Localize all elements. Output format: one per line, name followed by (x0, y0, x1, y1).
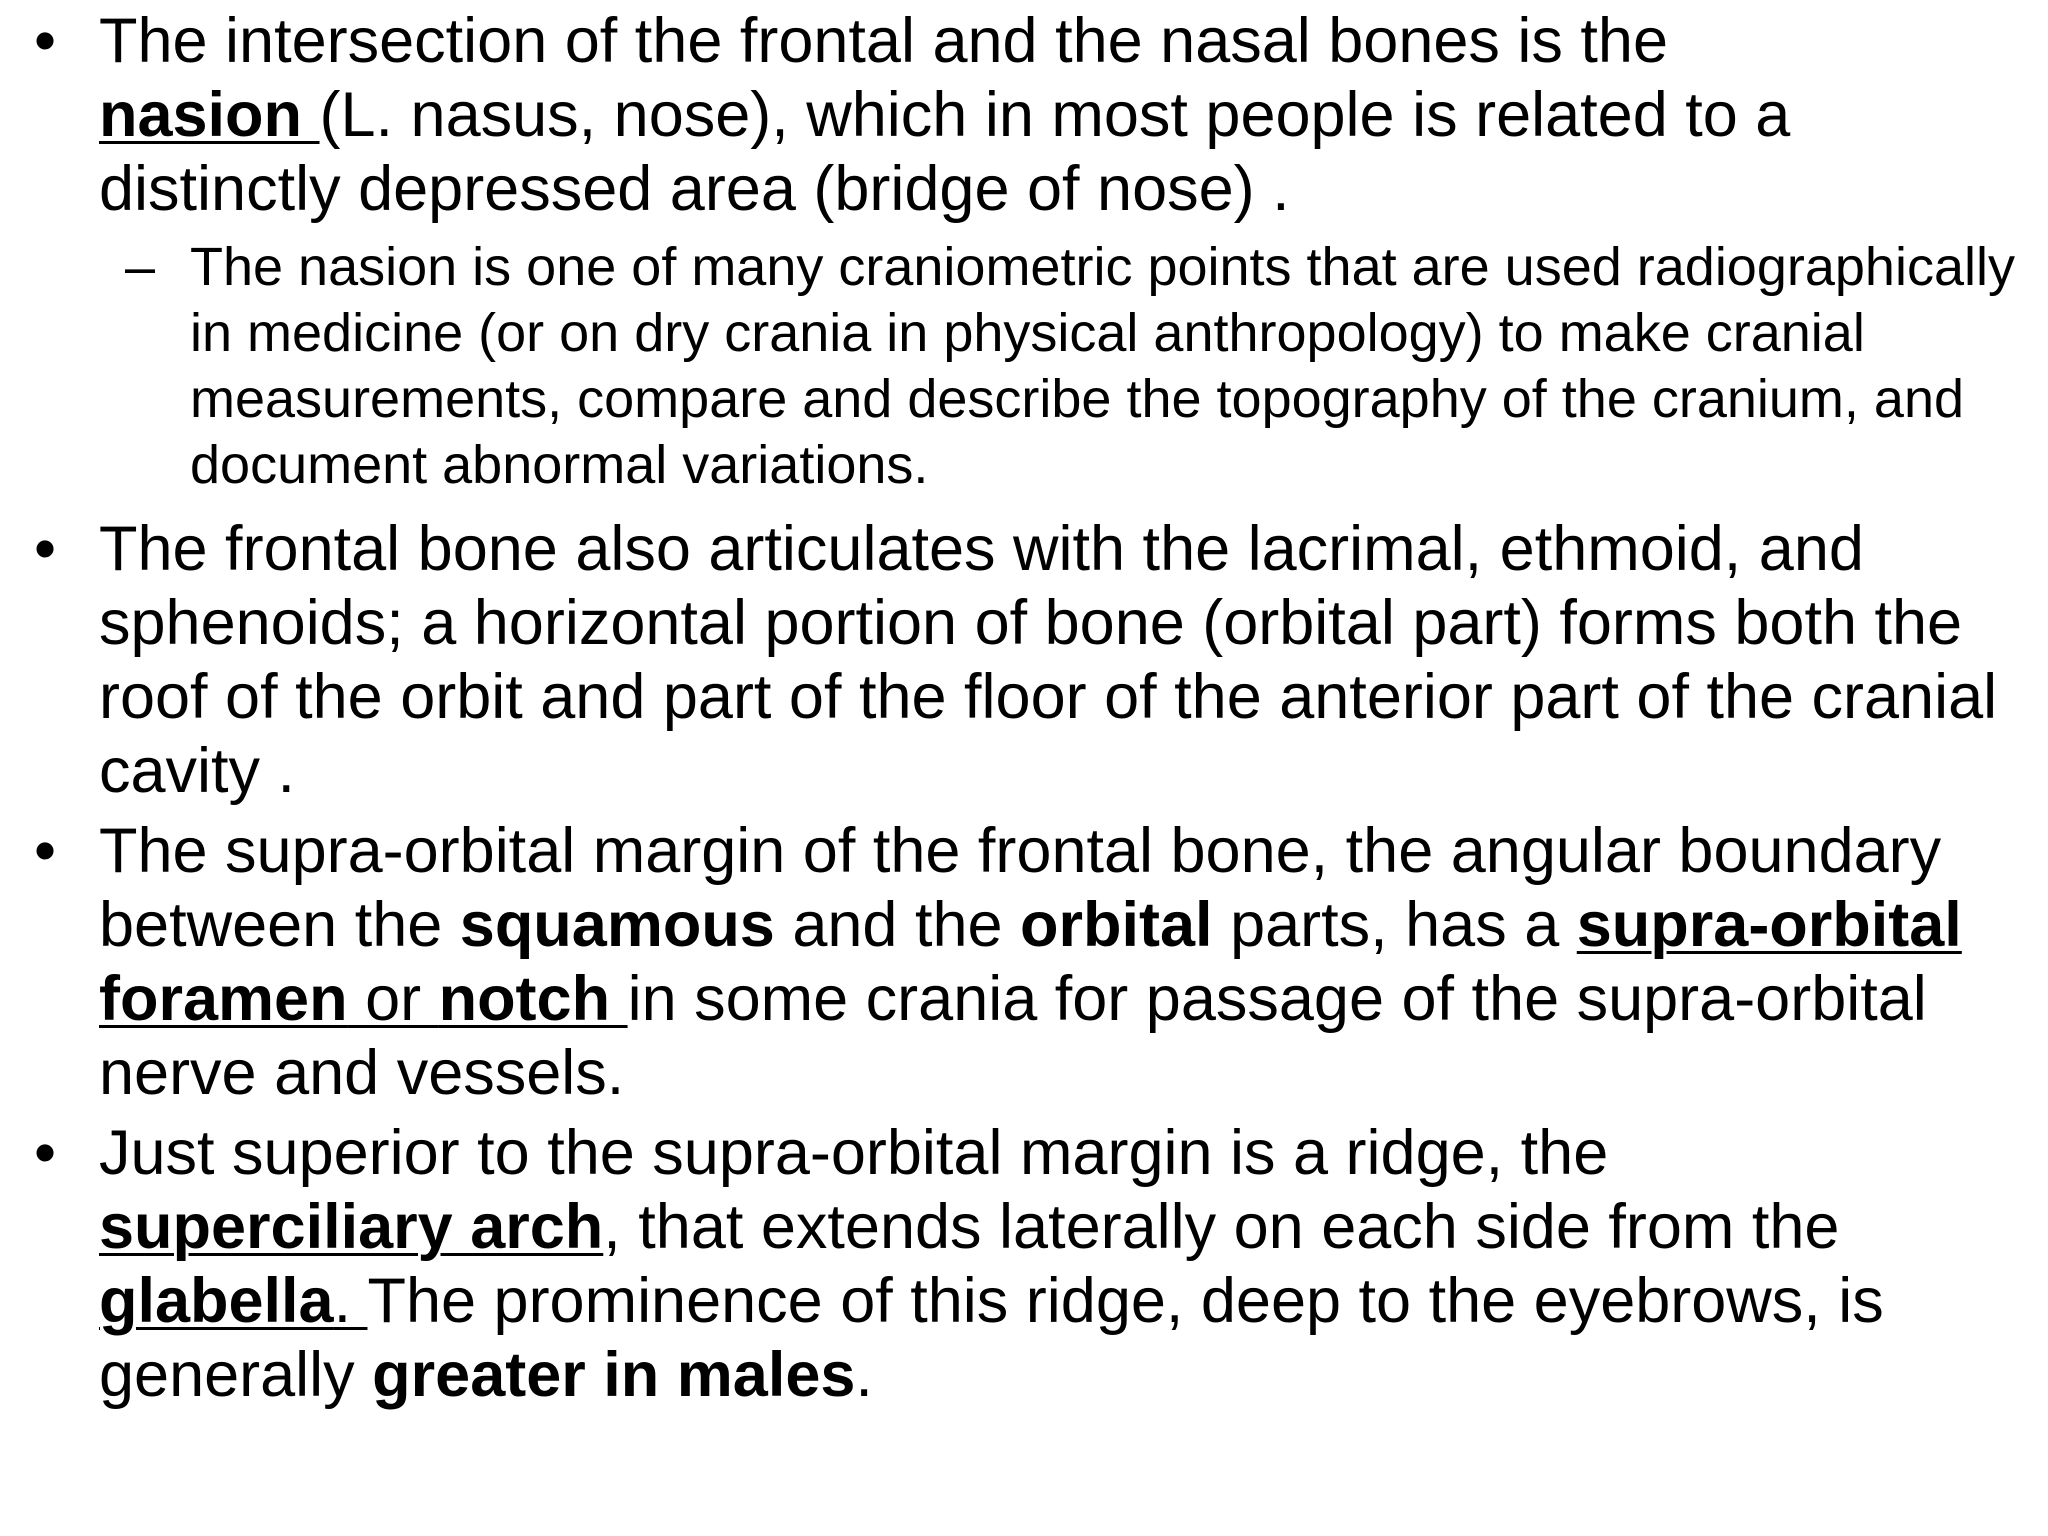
bullet-superciliary-arch (0, 1116, 2048, 1412)
bullet-text: (L. nasus, nose), which in most people is related to a distinctly depressed area (bridge of nose) . (99, 80, 1791, 224)
bullet-supraorbital-margin (0, 814, 2048, 1110)
term-glabella-group (99, 1266, 367, 1336)
bullet-nasion (0, 4, 2048, 226)
dash-mark: – (125, 237, 156, 297)
term-superciliary-arch: superciliary arch (99, 1192, 604, 1262)
bullet-mark: • (33, 1118, 57, 1188)
bullet-mark: • (33, 514, 57, 584)
bullet-text: Just superior to the supra-orbital margin is a ridge, the (99, 1118, 1609, 1188)
bullet-mark: • (33, 6, 57, 76)
bullet-text: The frontal bone also articulates with the lacrimal, ethmoid, and sphenoids; a horizontal portion of bone (orbital part) forms both the roof of the orbit and part of the floor of the anterior part of the cranial cavity . (99, 514, 1998, 806)
term-glabella: glabella (99, 1266, 334, 1336)
term-nasion: nasion (99, 80, 320, 150)
bullet-text: parts, has a (1212, 890, 1577, 960)
bullet-text: The supra-orbital margin of the frontal bone, the angular boundary between the (99, 816, 1942, 960)
term-greater-in-males: greater in males (372, 1340, 856, 1410)
bullet-text: The prominence of this ridge, deep to the eyebrows, is generally (99, 1266, 1884, 1410)
term-supraorbital-foramen: supra-orbital foramen (99, 890, 1962, 1034)
bullet-text: . (333, 1266, 368, 1336)
bullet-text: The intersection of the frontal and the nasal bones is the (99, 6, 1669, 76)
bullet-text: or (347, 964, 439, 1034)
bullet-text: and the (774, 890, 1021, 960)
term-orbital: orbital (1020, 890, 1213, 960)
bullet-text: in some crania for passage of the supra-orbital nerve and vessels. (99, 964, 1927, 1108)
bullet-text: , that extends laterally on each side from the (603, 1192, 1840, 1262)
term-notch: notch (438, 964, 628, 1034)
term-squamous: squamous (459, 890, 775, 960)
bullet-frontal-articulation (0, 512, 2048, 808)
bullet-mark: • (33, 816, 57, 886)
sub-bullet-craniometric (0, 234, 2048, 498)
sub-bullet-text: The nasion is one of many craniometric points that are used radiographically in medicine (or on dry crania in physical anthropology) to make cranial measurements, compare and describe the topography of the cranium, and document abnormal variations. (190, 237, 2015, 495)
bullet-text: . (855, 1340, 873, 1410)
